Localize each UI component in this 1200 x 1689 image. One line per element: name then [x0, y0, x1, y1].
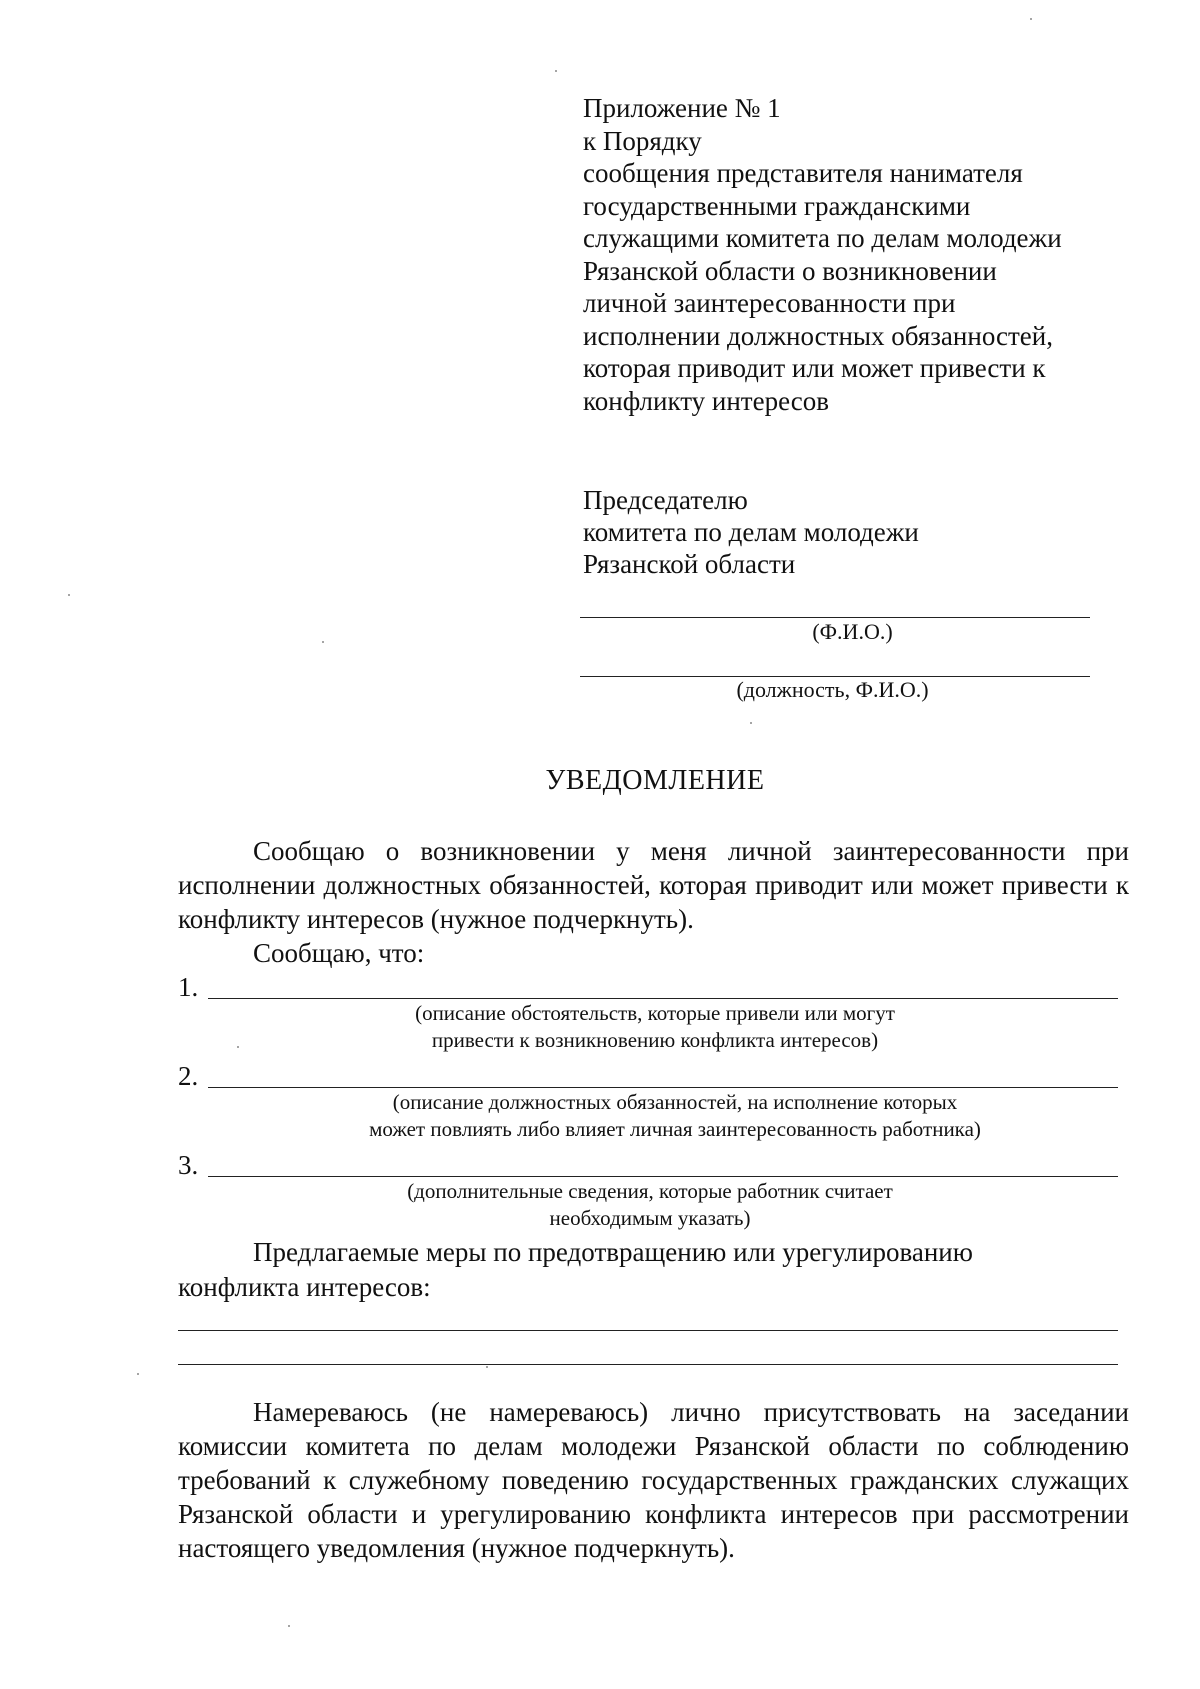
appendix-header [583, 92, 1103, 417]
item-1-caption-line: привести к возникновению конфликта интересов) [431, 1028, 879, 1052]
addressee-line: Председателю [583, 485, 748, 515]
addressee-block [583, 484, 1103, 580]
appendix-line: служащими комитета по делам молодежи [583, 223, 1062, 253]
appendix-line: к Порядку [583, 125, 702, 156]
measures-fill-line[interactable] [178, 1330, 1118, 1331]
document-title: УВЕДОМЛЕНИЕ [545, 765, 765, 796]
appendix-line: Приложение № 1 [583, 93, 781, 123]
appendix-line: сообщения представителя нанимателя [583, 158, 1023, 188]
measures-line: Предлагаемые меры по предотвращению или урегулированию [253, 1237, 973, 1267]
item-2-fill-line[interactable] [208, 1087, 1118, 1088]
item-3-caption-line: необходимым указать) [549, 1206, 751, 1230]
item-3-caption-line: (дополнительные сведения, которые работник считает [407, 1179, 893, 1203]
item-1-fill-line[interactable] [208, 998, 1118, 999]
fio-caption: (Ф.И.О.) [812, 619, 893, 644]
item-number: 1. [178, 972, 199, 1002]
appendix-line: исполнении должностных обязанностей, [583, 320, 1053, 351]
intention-paragraph: Намереваюсь (не намереваюсь) лично присутствовать на заседании комиссии комитета по делам молодежи Рязанской области по соблюдению требований к служебному поведению государственных гражданских служащих Рязанской области и урегулированию конфликта интересов при рассмотрении настоящего уведомления (нужное подчеркнуть). [178, 1397, 1129, 1563]
item-number: 2. [178, 1061, 199, 1091]
item-3-fill-line[interactable] [208, 1176, 1118, 1177]
appendix-line: государственными гражданскими [583, 190, 971, 221]
addressee-line: Рязанской области [583, 549, 796, 579]
report-intro: Сообщаю, что: [253, 938, 425, 968]
appendix-line: которая приводит или может привести к [583, 353, 1046, 383]
item-1-caption-line: (описание обстоятельств, которые привели или могут [415, 1001, 895, 1025]
item-2-caption-line: может повлиять либо влияет личная заинтересованность работника) [369, 1117, 981, 1141]
appendix-line: конфликту интересов [583, 385, 829, 416]
appendix-line: Рязанской области о возникновении [583, 255, 997, 286]
measures-fill-line[interactable] [178, 1364, 1118, 1365]
position-fio-caption: (должность, Ф.И.О.) [736, 677, 929, 702]
item-number: 3. [178, 1150, 199, 1180]
appendix-line: личной заинтересованности при [583, 288, 956, 318]
fio-fill-line[interactable] [580, 617, 1090, 618]
intro-paragraph: Сообщаю о возникновении у меня личной заинтересованности при исполнении должностных обязанностей, которая приводит или может привести к конфликту интересов (нужное подчеркнуть). [178, 836, 1129, 934]
measures-line: конфликта интересов: [178, 1272, 431, 1302]
item-2-caption-line: (описание должностных обязанностей, на исполнение которых [392, 1090, 958, 1114]
addressee-line: комитета по делам молодежи [583, 517, 919, 547]
